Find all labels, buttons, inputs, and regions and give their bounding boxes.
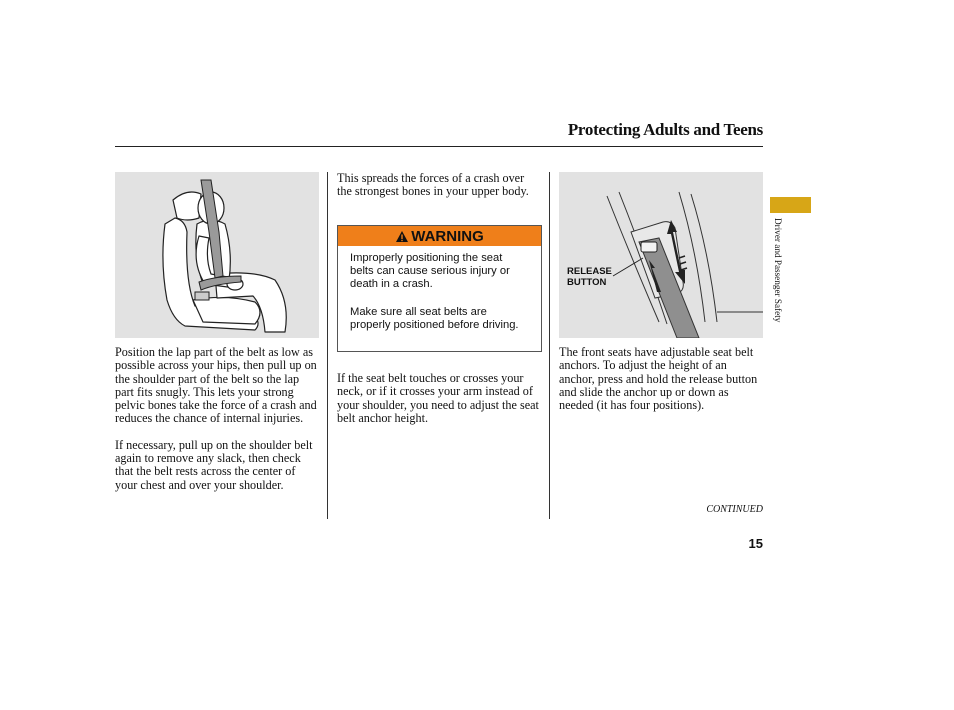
warning-message-2: Make sure all seat belts are properly positioned before driving. [350, 305, 519, 331]
shoulder-belt-paragraph: If necessary, pull up on the shoulder belt again to remove any slack, then check that the belt rests across the center of your chest and over your shoulder. [115, 437, 313, 492]
warning-message-1: Improperly positioning the seat belts can cause serious injury or death in a crash. [350, 252, 510, 291]
callout-line-1: RELEASE [567, 266, 612, 277]
warning-box [337, 225, 542, 352]
column-divider-1 [327, 172, 328, 519]
page-title: Protecting Adults and Teens [567, 120, 763, 139]
callout-line-2: BUTTON [567, 277, 607, 288]
middle-intro-text: This spreads the forces of a crash over the strongest bones in your upper body. [337, 171, 529, 199]
right-column-text: The front seats have adjustable seat belt anchors. To adjust the height of an anchor, press and hold the release button and slide the anchor up or down as needed (it has four positions). [559, 345, 758, 413]
warning-header [338, 226, 541, 246]
seated-passenger-illustration [115, 172, 319, 338]
warning-body [338, 246, 541, 332]
seated-passenger-drawing [115, 172, 319, 338]
middle-adjust-text: If the seat belt touches or crosses your neck, or if it crosses your arm instead of your shoulder, you need to adjust the seat belt anchor height. [337, 371, 539, 425]
title-rule [115, 146, 763, 147]
section-tab [770, 197, 811, 213]
warning-triangle-icon [395, 230, 409, 243]
warning-title: WARNING [411, 227, 484, 245]
belt-anchor-drawing [559, 172, 763, 338]
column-divider-2 [549, 172, 550, 519]
lap-belt-paragraph: Position the lap part of the belt as low as possible across your hips, then pull up on the shoulder part of the belt so the lap part fits snugly. This lets your strong pelvic bones take the force of a crash and reduces the chance of internal injuries. [115, 345, 317, 426]
section-tab-label: Driver and Passenger Safety [773, 218, 783, 323]
belt-anchor-illustration [559, 172, 763, 338]
page-number: 15 [748, 536, 763, 551]
left-column-text [115, 346, 320, 492]
continued-label: CONTINUED [706, 504, 763, 515]
release-button-callout [567, 266, 612, 288]
